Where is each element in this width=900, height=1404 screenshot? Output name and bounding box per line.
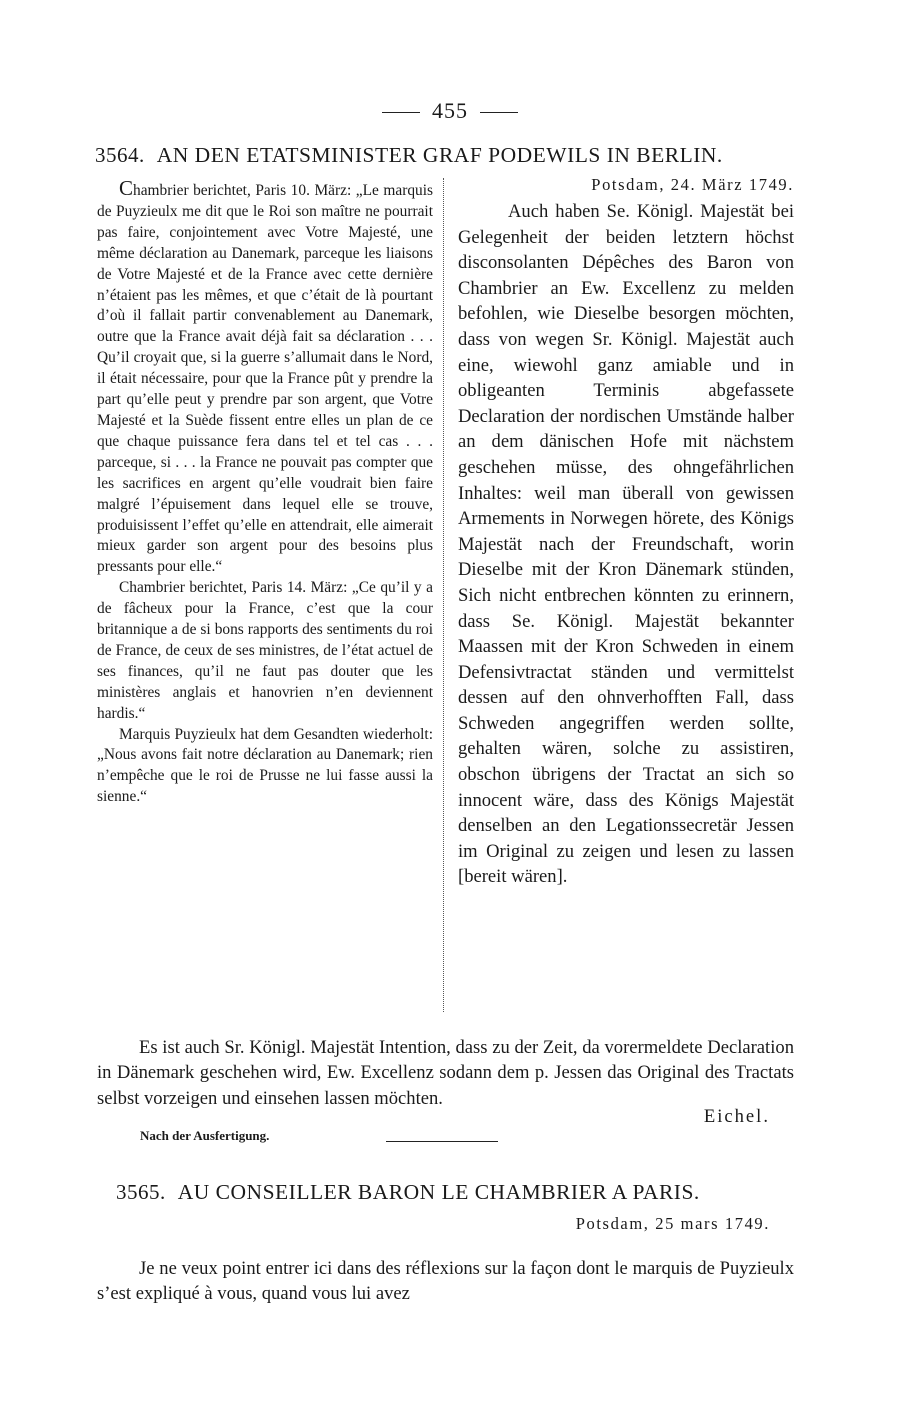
dateline: Potsdam, 25 mars 1749. <box>575 1214 770 1233</box>
letter-body: Auch haben Se. Königl. Majestät bei Gelegenheit der beiden letztern höchst disconsolanten Dépêches des Baron von Chambrier an Ew. Excellenz zu melden befohlen, wie Dieselbe besorgen möchten, dass von wegen Sr. Königl. Majestät auch eine, wiewohl ganz amiable und in obligeanten Terminis abgefassete Declaration der nordischen Umstände halber an dem dänischen Hofe mit nächstem geschehen müsse, des ohngefährlichen Inhaltes: weil man überall von gewissen Armements in Norwegen hörete, des Königs Majestät nach der Freundschaft, worin Dieselbe mit der Kron Dänemark stünden, Sich nicht entbrechen könnten zu erinnern, dass Se. Königl. Majestät bekannter Maassen mit der Kron Schweden in einem Defensivtractat ständen und vermittelst dessen auf den ohnverhofften Fall, dass Schweden angegriffen werden sollte, gehalten wären, solche zu assistiren, obschon übrigens der Tractat an sich so innocent wäre, dass des Königs Majestät denselben an den Legationssecretär Jessen im Original zu zeigen und lesen zu lassen [bereit wären]. <box>458 201 794 888</box>
excerpt-text-1: „Le marquis de Puyzieulx me dit que le Roi son maître ne pourrait pas faire, conjointement avec Votre Majesté, une même déclaration au Danemark, parceque les liaisons de Votre Majesté et de la France avec cette dernière n’étaient pas les mêmes, et que c’était de là pourtant d’où il fallait partir convenablement au Danemark, outre que la France avait déjà fait sa déclaration . . . Qu’il croyait que, si la guerre s’allumait dans le Nord, il était nécessaire, pour que la France pût y prendre la part qu’elle peut y prendre par son argent, que Votre Majesté et la Suède fissent entre elles un plan de ce que chaque puissance fera dans tel et tel cas . . . parceque, si . . . la France ne pouvait pas compter que les sacrifices en argent qu’elle voudrait bien faire malgré l’épuisement dans lequel elle se trouve, produisissent l’effet qu’elle en attendrait, elle aimerait mieux garder son argent pour des besoins plus pressants pour elle.“ <box>97 182 433 576</box>
section-number: 3564. <box>95 143 145 167</box>
page-number-dash-right <box>480 112 518 113</box>
page-number-dash-left <box>382 112 420 113</box>
excerpt-paragraph-3: Marquis Puyzieulx hat dem Gesandten wiederholt: „Nous avons fait notre déclaration au Danemark; rien n’empêche que le roi de Prusse ne lui fasse aussi la sienne.“ <box>97 725 433 806</box>
left-column-excerpts <box>97 178 433 808</box>
page-number-text: 455 <box>432 98 468 123</box>
letter-continuation: Es ist auch Sr. Königl. Majestät Intention, dass zu der Zeit, da vorermeldete Declaration in Dänemark geschehen wird, Ew. Excellenz sodann dem p. Jessen das Original des Tractats selbst vorzeigen und einsehen lassen möchten. <box>97 1036 794 1109</box>
signature: Eichel. <box>703 1106 770 1127</box>
right-column-letter <box>458 174 794 890</box>
excerpt-text-2: „Ce qu’il y a de fâcheux pour la France, c’est que la cour britannique a de si bons rapports des sentiments du roi de France, de ceux de ses ministres, de l’état actuel de ses finances, qu’il ne faut pas douter que les ministères anglais et hanovrien n’en deviennent hardis.“ <box>97 579 433 722</box>
excerpt-paragraph-2 <box>97 578 433 724</box>
section-number: 3565. <box>116 1180 166 1204</box>
excerpt-source-1: Chambrier berichtet, Paris 10. März: <box>119 176 352 200</box>
column-divider <box>443 178 444 1012</box>
excerpt-paragraph-1 <box>97 178 433 578</box>
source-note: Nach der Ausfertigung. <box>140 1128 270 1143</box>
section-heading-3564 <box>95 143 795 168</box>
letter-body: Je ne veux point entrer ici dans des réflexions sur la façon dont le marquis de Puyzieulx s’est expliqué à vous, quand vous lui avez <box>97 1257 794 1305</box>
section-divider <box>386 1141 498 1142</box>
section-title: AN DEN ETATSMINISTER GRAF PODEWILS IN BERLIN. <box>156 143 723 167</box>
section-heading-3565 <box>116 1180 816 1205</box>
section-title: AU CONSEILLER BARON LE CHAMBRIER A PARIS. <box>177 1180 700 1204</box>
page-number <box>0 98 900 124</box>
dateline: Potsdam, 24. März 1749. <box>591 175 794 194</box>
excerpt-source-2: Chambrier berichtet, Paris 14. März: <box>119 579 348 597</box>
